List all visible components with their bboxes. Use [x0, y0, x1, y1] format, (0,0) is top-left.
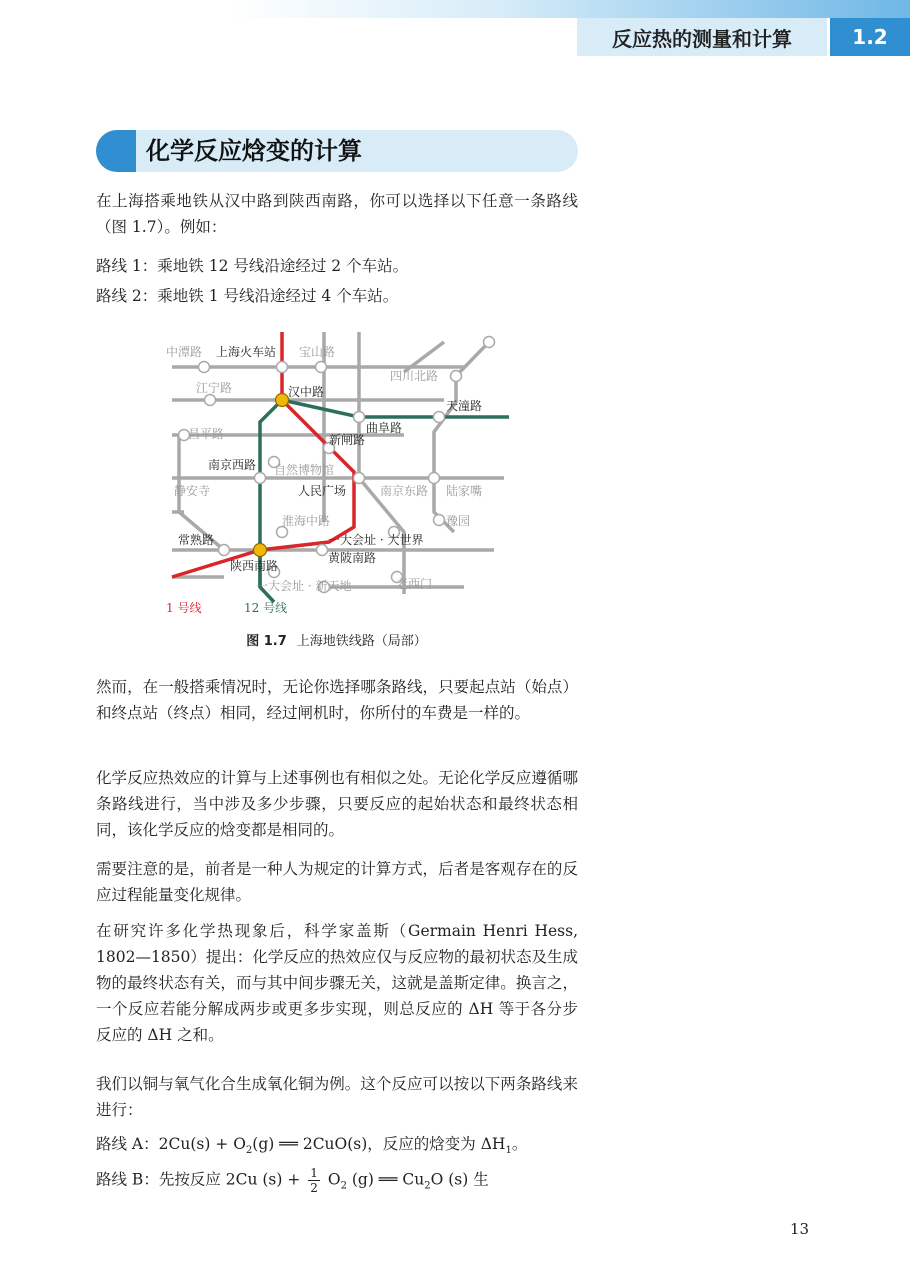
station-dot	[354, 473, 365, 484]
header-decoration	[0, 0, 910, 18]
label-nanjing-east: 南京东路	[380, 484, 429, 498]
label-changshu: 常熟路	[178, 533, 215, 547]
transfer-station-shaanxi-south	[254, 544, 267, 557]
label-baoshan: 宝山路	[299, 345, 336, 359]
page-number: 13	[790, 1220, 810, 1238]
label-nanjing-west: 南京西路	[208, 458, 257, 472]
paragraph-copper-example: 我们以铜与氧气化合生成氧化铜为例。这个反应可以按以下两条路线来进行：	[96, 1075, 578, 1119]
route-b-prefix: 路线 B：先按反应 2Cu (s) +	[96, 1170, 306, 1189]
metro-map-figure	[164, 332, 509, 618]
station-dot	[317, 545, 328, 556]
route-a-sub2: 1	[505, 1145, 512, 1157]
label-zhongtan: 中潭路	[166, 345, 203, 359]
paragraph-note: 需要注意的是，前者是一种人为规定的计算方式，后者是客观存在的反应过程能量变化规律。	[96, 860, 578, 904]
station-dot	[277, 527, 288, 538]
chapter-title: 反应热的测量和计算	[577, 18, 827, 56]
label-hanzhong: 汉中路	[288, 385, 325, 399]
label-changping: 昌平路	[188, 427, 225, 441]
route-a-equation	[96, 1131, 578, 1164]
section-title: 化学反应焓变的计算	[146, 137, 362, 165]
route-b-end: O (s) 生	[430, 1170, 489, 1189]
station-dot	[451, 371, 462, 382]
route-a-end: 。	[511, 1135, 528, 1153]
station-dot	[199, 362, 210, 373]
route-b-mid2: (g) ══ Cu	[346, 1170, 425, 1189]
route-b-sub2: 2	[424, 1180, 431, 1192]
station-dot	[255, 473, 266, 484]
station-dot	[205, 395, 216, 406]
label-xintiandi: 一大会址 · 新天地	[256, 579, 352, 593]
label-jiangning: 江宁路	[196, 381, 233, 395]
gray-line-diag	[434, 342, 489, 532]
label-shanghai-railway: 上海火车站	[216, 345, 277, 359]
station-dot	[219, 545, 230, 556]
label-shaanxi-south: 陕西南路	[230, 559, 279, 573]
label-huangpi-south: 黄陂南路	[328, 551, 377, 565]
route-b-equation	[96, 1166, 578, 1200]
station-dot	[434, 412, 445, 423]
line-12-left	[260, 400, 282, 462]
station-dot	[434, 515, 445, 526]
legend-line-1: 1 号线	[166, 601, 202, 615]
label-lujiazui: 陆家嘴	[446, 484, 483, 498]
route-a-prefix: 路线 A：2Cu(s) + O	[96, 1135, 246, 1153]
paragraph-intro: 在上海搭乘地铁从汉中路到陕西南路，你可以选择以下任意一条路线（图 1.7）。例如：	[96, 192, 578, 236]
label-jingan: 静安寺	[174, 484, 211, 498]
station-dot	[354, 412, 365, 423]
fraction-numerator: 1	[310, 1166, 318, 1180]
route-1-text: 路线 1：乘地铁 12 号线沿途经过 2 个车站。	[96, 257, 409, 275]
route-b-mid: O	[322, 1170, 341, 1189]
route-a-mid: (g) ══ 2CuO(s)，反应的焓变为 ΔH	[252, 1135, 506, 1153]
label-xinzha: 新闸路	[329, 433, 366, 447]
label-natural-museum: 自然博物馆	[274, 463, 335, 477]
station-dot	[484, 337, 495, 348]
figure-caption-label: 图 1.7	[246, 634, 287, 649]
station-dot	[429, 473, 440, 484]
section-number: 1.2	[830, 18, 910, 56]
label-huaihai-middle: 淮海中路	[282, 514, 331, 528]
paragraph-hess-law: 在研究许多化学热现象后，科学家盖斯（Germain Henri Hess, 1802—1850）提出：化学反应的热效应仅与反应物的最初状态及生成物的最终状态有关，而与其中间步骤无关，这就是盖斯定律。换言之，一个反应若能分解成两步或更多步实现，则总反应的 ΔH 等于各分步反应的 ΔH 之和。	[96, 922, 578, 1044]
label-yuyuan: 豫园	[446, 514, 471, 528]
label-sichuan-north: 四川北路	[390, 369, 439, 383]
label-peoples-square: 人民广场	[298, 484, 347, 498]
label-qufu: 曲阜路	[366, 421, 403, 435]
fraction-denominator: 2	[310, 1181, 318, 1195]
fraction-one-half	[308, 1166, 320, 1195]
section-heading-accent	[96, 130, 136, 172]
paragraph-analogy: 化学反应热效应的计算与上述事例也有相似之处。无论化学反应遵循哪条路线进行，当中涉及多少步骤，只要反应的起始状态和最终状态相同，该化学反应的焓变都是相同的。	[96, 769, 578, 839]
route-b-sub1: 2	[340, 1180, 347, 1192]
paragraph-fare: 然而，在一般搭乘情况时，无论你选择哪条路线，只要起点站（始点）和终点站（终点）相同，经过闸机时，你所付的车费是一样的。	[96, 678, 578, 722]
label-dashijie: 一大会址 · 大世界	[328, 533, 424, 547]
figure-caption-text: 上海地铁线路（局部）	[296, 634, 427, 649]
station-dot	[316, 362, 327, 373]
label-tiantong: 天潼路	[446, 399, 483, 413]
station-dot	[277, 362, 288, 373]
route-a-sub1: 2	[245, 1145, 253, 1157]
metro-map	[164, 332, 509, 618]
label-laoximen: 老西门	[396, 577, 433, 591]
route-2-text: 路线 2：乘地铁 1 号线沿途经过 4 个车站。	[96, 287, 399, 305]
figure-caption	[164, 630, 509, 649]
legend-line-12: 12 号线	[244, 601, 288, 615]
transfer-station-hanzhong	[276, 394, 289, 407]
